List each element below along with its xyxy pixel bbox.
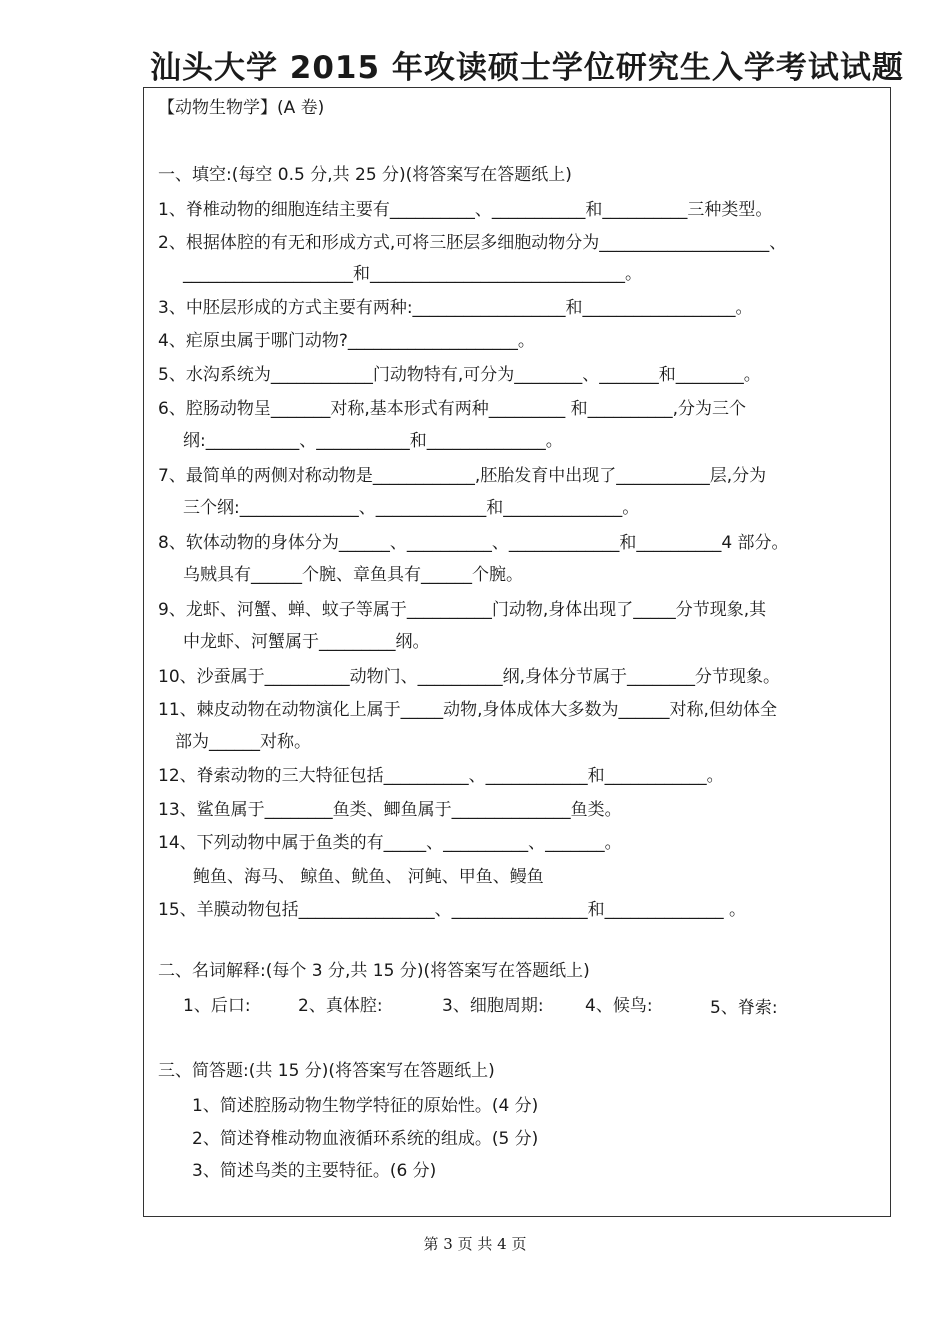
question-line: 中龙虾、河蟹属于_________纲。 [183, 632, 430, 652]
question-line: 9、龙虾、河蟹、蝉、蚊子等属于__________门动物,身体出现了_____分节现象,其 [158, 600, 767, 620]
fish-options: 鲍鱼、海马、 鲸鱼、鱿鱼、 河鲀、甲鱼、鳗鱼 [193, 867, 544, 887]
question-line: 部为______对称。 [175, 732, 311, 752]
question-line: 4、疟原虫属于哪门动物?____________________。 [158, 331, 535, 351]
question-line: ____________________和______________________________。 [183, 264, 642, 284]
question-line: 乌贼具有______个腕、章鱼具有______个腕。 [183, 565, 523, 585]
short-question: 2、简述脊椎动物血液循环系统的组成。(5 分) [192, 1129, 539, 1149]
term-item: 2、真体腔: [298, 996, 383, 1016]
question-line: 7、最简单的两侧对称动物是____________,胚胎发育中出现了___________层,分为 [158, 466, 767, 486]
term-item: 5、脊索: [710, 998, 778, 1018]
short-question: 1、简述腔肠动物生物学特征的原始性。(4 分) [192, 1096, 539, 1116]
subject-label: 【动物生物学】(A 卷) [158, 98, 325, 118]
question-line: 纲:___________、___________和______________。 [183, 431, 563, 451]
section3-heading: 三、简答题:(共 15 分)(将答案写在答题纸上) [158, 1061, 495, 1081]
question-line: 5、水沟系统为____________门动物特有,可分为________、_______和________。 [158, 365, 761, 385]
question-line: 15、羊膜动物包括________________、________________和______________ 。 [158, 900, 747, 920]
term-item: 4、候鸟: [585, 996, 653, 1016]
question-line: 10、沙蚕属于__________动物门、__________纲,身体分节属于________分节现象。 [158, 667, 781, 687]
term-item: 3、细胞周期: [442, 996, 544, 1016]
short-question: 3、简述鸟类的主要特征。(6 分) [192, 1161, 437, 1181]
question-line: 12、脊索动物的三大特征包括__________、____________和____________。 [158, 766, 724, 786]
page-number: 第 3 页 共 4 页 [423, 1235, 527, 1253]
question-line: 1、脊椎动物的细胞连结主要有__________、___________和__________三种类型。 [158, 200, 773, 220]
term-item: 1、后口: [183, 996, 251, 1016]
question-line: 6、腔肠动物呈_______对称,基本形式有两种_________ 和__________,分为三个 [158, 399, 747, 419]
question-line: 11、棘皮动物在动物演化上属于_____动物,身体成体大多数为______对称,但幼体全 [158, 700, 777, 720]
question-line: 8、软体动物的身体分为______、__________、_____________和__________4 部分。 [158, 533, 789, 553]
question-line: 三个纲:______________、_____________和______________。 [183, 498, 640, 518]
question-line: 13、鲨鱼属于________鱼类、鲫鱼属于______________鱼类。 [158, 800, 622, 820]
question-line: 2、根据体腔的有无和形成方式,可将三胚层多细胞动物分为____________________、 [158, 233, 787, 253]
question-line: 3、中胚层形成的方式主要有两种:__________________和__________________。 [158, 298, 753, 318]
section2-heading: 二、名词解释:(每个 3 分,共 15 分)(将答案写在答题纸上) [158, 961, 590, 981]
question-line: 14、下列动物中属于鱼类的有_____、__________、_______。 [158, 833, 622, 853]
section1-heading: 一、填空:(每空 0.5 分,共 25 分)(将答案写在答题纸上) [158, 165, 572, 185]
exam-title: 汕头大学 2015 年攻读硕士学位研究生入学考试试题 [150, 50, 904, 86]
